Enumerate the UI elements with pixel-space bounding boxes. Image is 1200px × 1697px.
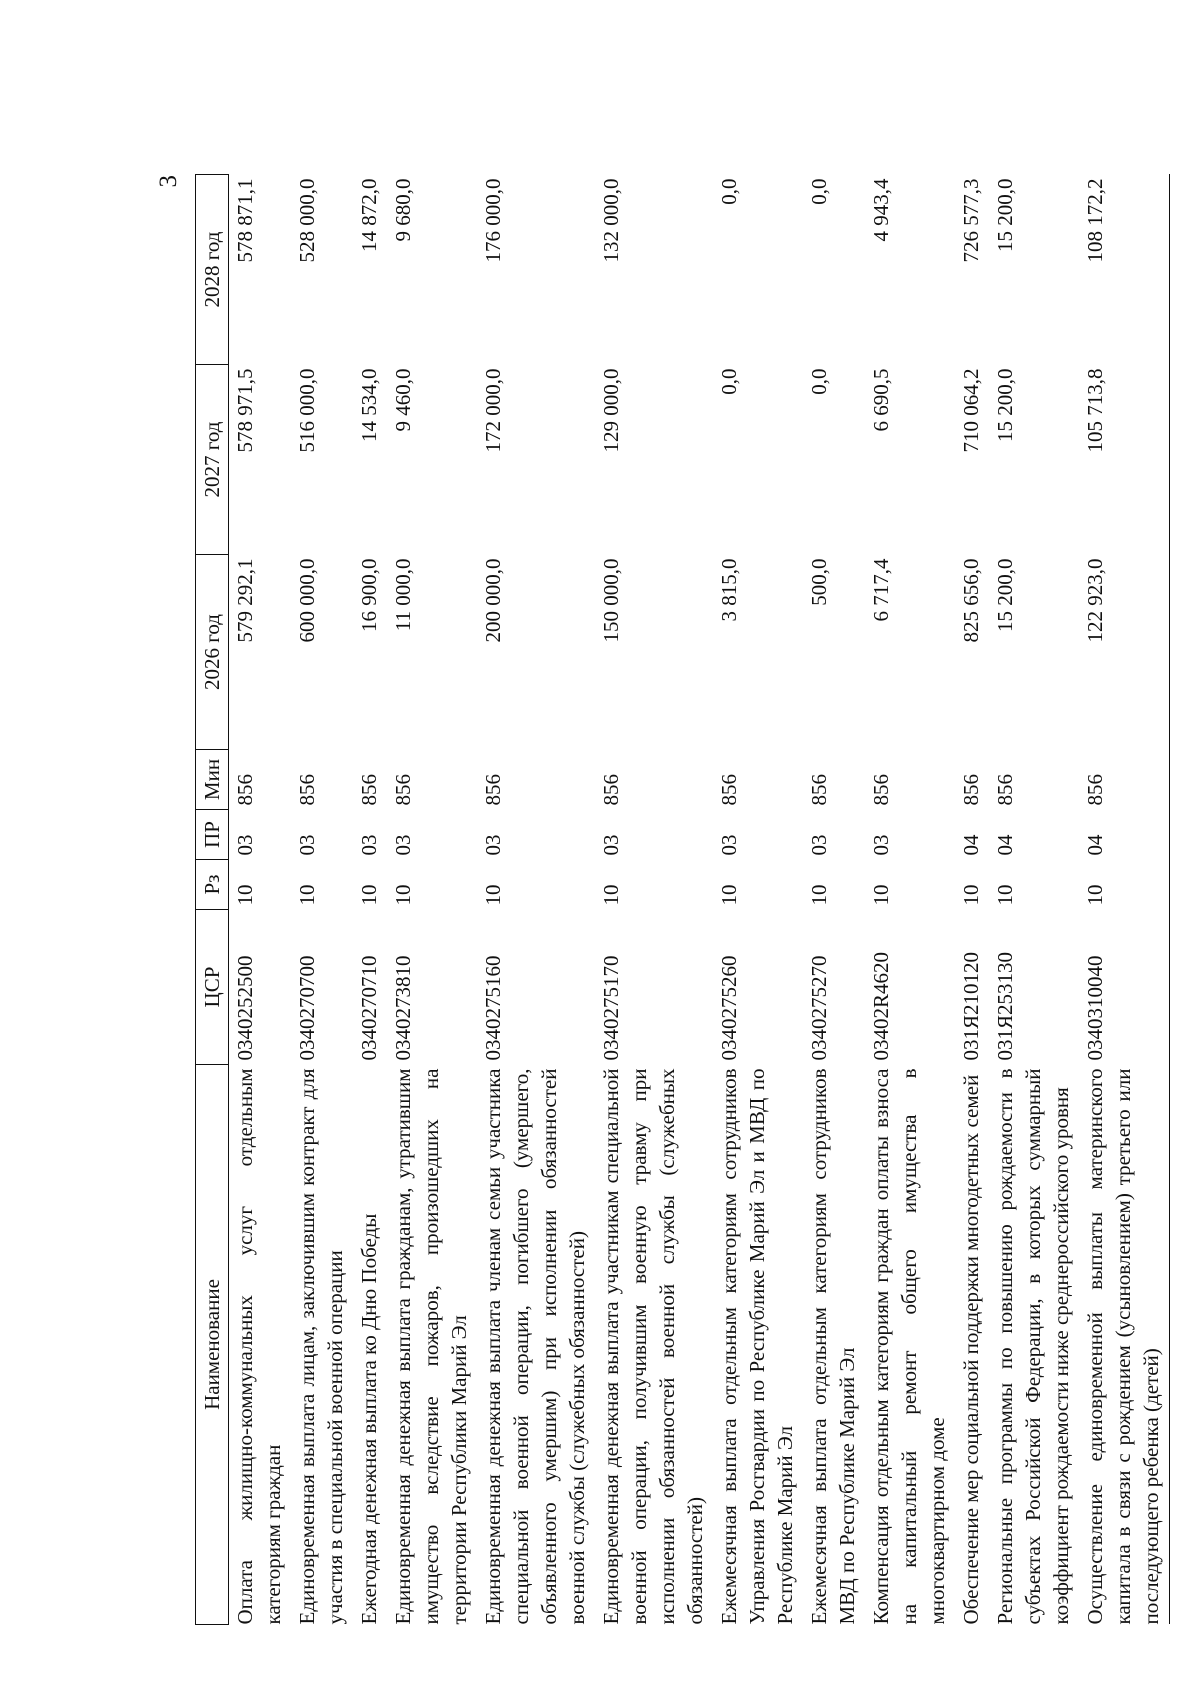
cell-2027: 710 064,2 — [959, 368, 983, 453]
table-row — [595, 175, 713, 1625]
cell-rz: 10 — [481, 884, 505, 906]
cell-2026: 3 815,0 — [717, 558, 741, 622]
cell-pr: 03 — [599, 834, 623, 856]
cell-2028: 528 000,0 — [295, 178, 319, 263]
header-pr: ПР — [196, 810, 229, 860]
cell-2028: 176 000,0 — [481, 178, 505, 263]
cell-2026: 122 923,0 — [1079, 555, 1170, 750]
cell-2028: 0,0 — [807, 178, 831, 205]
cell-2026: 200 000,0 — [481, 558, 505, 643]
cell-rz: 10 — [1079, 860, 1170, 910]
cell-2027: 578 971,5 — [233, 368, 257, 453]
rotated-landscape-content — [155, 175, 1195, 1625]
cell-rz: 10 — [391, 884, 415, 906]
cell-csr: 0340273810 — [391, 955, 415, 1061]
table-header — [196, 175, 229, 1625]
cell-pr: 03 — [357, 834, 381, 856]
cell-2027: 105 713,8 — [1079, 365, 1170, 555]
cell-min: 856 — [481, 774, 505, 806]
cell-name: Обеспечение мер социальной поддержки многодетных семей — [959, 1074, 983, 1625]
table-row — [955, 175, 989, 1625]
cell-csr: 0340270700 — [295, 955, 319, 1061]
cell-name: Компенсация отдельным категориям граждан оплаты взноса на капитальный ремонт общего имущества в многоквартирном доме — [869, 1068, 949, 1625]
cell-2026: 150 000,0 — [599, 558, 623, 643]
cell-2028: 4 943,4 — [869, 178, 893, 242]
table-row — [387, 175, 477, 1625]
header-row — [196, 175, 229, 1625]
cell-min: 856 — [1079, 750, 1170, 810]
table-row — [353, 175, 387, 1625]
cell-2028: 9 680,0 — [391, 178, 415, 242]
cell-2027: 14 534,0 — [357, 368, 381, 442]
cell-name: Оплата жилищно-коммунальных услуг отдельным категориям граждан — [233, 1068, 285, 1625]
table-row — [713, 175, 803, 1625]
cell-2026: 15 200,0 — [993, 558, 1017, 632]
cell-2028: 108 172,2 — [1079, 175, 1170, 365]
cell-2027: 9 460,0 — [391, 368, 415, 432]
cell-pr: 03 — [391, 834, 415, 856]
cell-csr: 0340275260 — [717, 955, 741, 1061]
cell-rz: 10 — [807, 884, 831, 906]
cell-2027: 6 690,5 — [869, 368, 893, 432]
cell-name: Единовременная денежная выплата гражданам, утратившим имущество вследствие пожаров, произошедших на территории Республики Марий Эл — [391, 1068, 471, 1625]
cell-name: Ежегодная денежная выплата ко Дню Победы — [357, 1213, 381, 1625]
cell-2028: 14 872,0 — [357, 178, 381, 252]
table-row — [865, 175, 955, 1625]
cell-name: Единовременная денежная выплата членам семьи участника специальной военной операции, погибшего (умершего, объявленного умершим) при исполнении обязанностей военной службы (служебных обязанностей) — [481, 1068, 589, 1625]
cell-name: Ежемесячная выплата отдельным категориям сотрудников МВД по Республике Марий Эл — [807, 1068, 859, 1625]
cell-2026: 600 000,0 — [295, 558, 319, 643]
cell-2026: 500,0 — [807, 558, 831, 606]
cell-rz: 10 — [233, 884, 257, 906]
cell-2027: 0,0 — [807, 368, 831, 395]
cell-min: 856 — [599, 774, 623, 806]
cell-pr: 03 — [233, 834, 257, 856]
cell-pr: 04 — [959, 834, 983, 856]
cell-2028: 15 200,0 — [993, 178, 1017, 252]
page-number: 3 — [155, 175, 182, 188]
cell-rz: 10 — [357, 884, 381, 906]
cell-min: 856 — [233, 774, 257, 806]
cell-name: Ежемесячная выплата отдельным категориям сотрудников Управления Росгвардии по Республике Марий Эл и МВД по Республике Марий Эл — [717, 1068, 797, 1625]
cell-name: Региональные программы по повышению рождаемости в субъектах Российской Федерации, в которых суммарный коэффициент рождаемости ниже среднероссийского уровня — [993, 1068, 1073, 1625]
table-row — [1079, 175, 1170, 1625]
cell-2028: 0,0 — [717, 178, 741, 205]
cell-2028: 132 000,0 — [599, 178, 623, 263]
header-rz: Рз — [196, 860, 229, 910]
cell-min: 856 — [807, 774, 831, 806]
cell-pr: 03 — [717, 834, 741, 856]
cell-name: Единовременная выплата лицам, заключившим контракт для участия в специальной военной операции — [295, 1068, 347, 1625]
cell-pr: 03 — [807, 834, 831, 856]
cell-csr: 0340275270 — [807, 955, 831, 1061]
cell-2027: 172 000,0 — [481, 368, 505, 453]
cell-csr: 031Я253130 — [993, 951, 1017, 1061]
cell-min: 856 — [391, 774, 415, 806]
cell-min: 856 — [717, 774, 741, 806]
budget-table — [195, 174, 1170, 1625]
header-csr: ЦСР — [196, 910, 229, 1065]
cell-rz: 10 — [295, 884, 319, 906]
cell-pr: 03 — [481, 834, 505, 856]
table-row — [989, 175, 1079, 1625]
table-row — [477, 175, 595, 1625]
cell-rz: 10 — [993, 884, 1017, 906]
cell-pr: 03 — [295, 834, 319, 856]
cell-csr: 031Я210120 — [959, 951, 983, 1061]
cell-csr: 0340310040 — [1079, 910, 1170, 1065]
table-row — [229, 175, 292, 1625]
cell-2026: 16 900,0 — [357, 558, 381, 632]
cell-name: Единовременная денежная выплата участникам специальной военной операции, получившим военную травму при исполнении обязанностей военной службы (служебных обязанностей) — [599, 1068, 707, 1625]
cell-min: 856 — [295, 774, 319, 806]
cell-min: 856 — [959, 774, 983, 806]
header-name: Наименование — [196, 1065, 229, 1625]
cell-pr: 04 — [1079, 810, 1170, 860]
cell-rz: 10 — [959, 884, 983, 906]
cell-2027: 15 200,0 — [993, 368, 1017, 442]
cell-2027: 129 000,0 — [599, 368, 623, 453]
cell-pr: 03 — [869, 834, 893, 856]
cell-2026: 579 292,1 — [233, 558, 257, 643]
cell-2026: 6 717,4 — [869, 558, 893, 622]
cell-2026: 11 000,0 — [391, 558, 415, 632]
header-2028: 2028 год — [196, 175, 229, 365]
cell-min: 856 — [869, 774, 893, 806]
table-body — [229, 175, 1170, 1625]
cell-csr: 03402R4620 — [869, 951, 893, 1061]
cell-csr: 0340270710 — [357, 955, 381, 1061]
cell-2027: 516 000,0 — [295, 368, 319, 453]
header-min: Мин — [196, 750, 229, 810]
cell-csr: 0340252500 — [233, 955, 257, 1061]
cell-rz: 10 — [599, 884, 623, 906]
table-row — [291, 175, 353, 1625]
cell-csr: 0340275170 — [599, 955, 623, 1061]
cell-2028: 726 577,3 — [959, 178, 983, 263]
cell-min: 856 — [357, 774, 381, 806]
cell-2028: 578 871,1 — [233, 178, 257, 263]
cell-min: 856 — [993, 774, 1017, 806]
header-2027: 2027 год — [196, 365, 229, 555]
cell-pr: 04 — [993, 834, 1017, 856]
cell-2026: 825 656,0 — [959, 558, 983, 643]
cell-rz: 10 — [869, 884, 893, 906]
cell-csr: 0340275160 — [481, 955, 505, 1061]
cell-rz: 10 — [717, 884, 741, 906]
header-2026: 2026 год — [196, 555, 229, 750]
cell-name: Осуществление единовременной выплаты материнского капитала в связи с рождением (усыновлением) третьего или последующего ребенка (детей) — [1079, 1065, 1170, 1625]
cell-2027: 0,0 — [717, 368, 741, 395]
table-row — [803, 175, 865, 1625]
